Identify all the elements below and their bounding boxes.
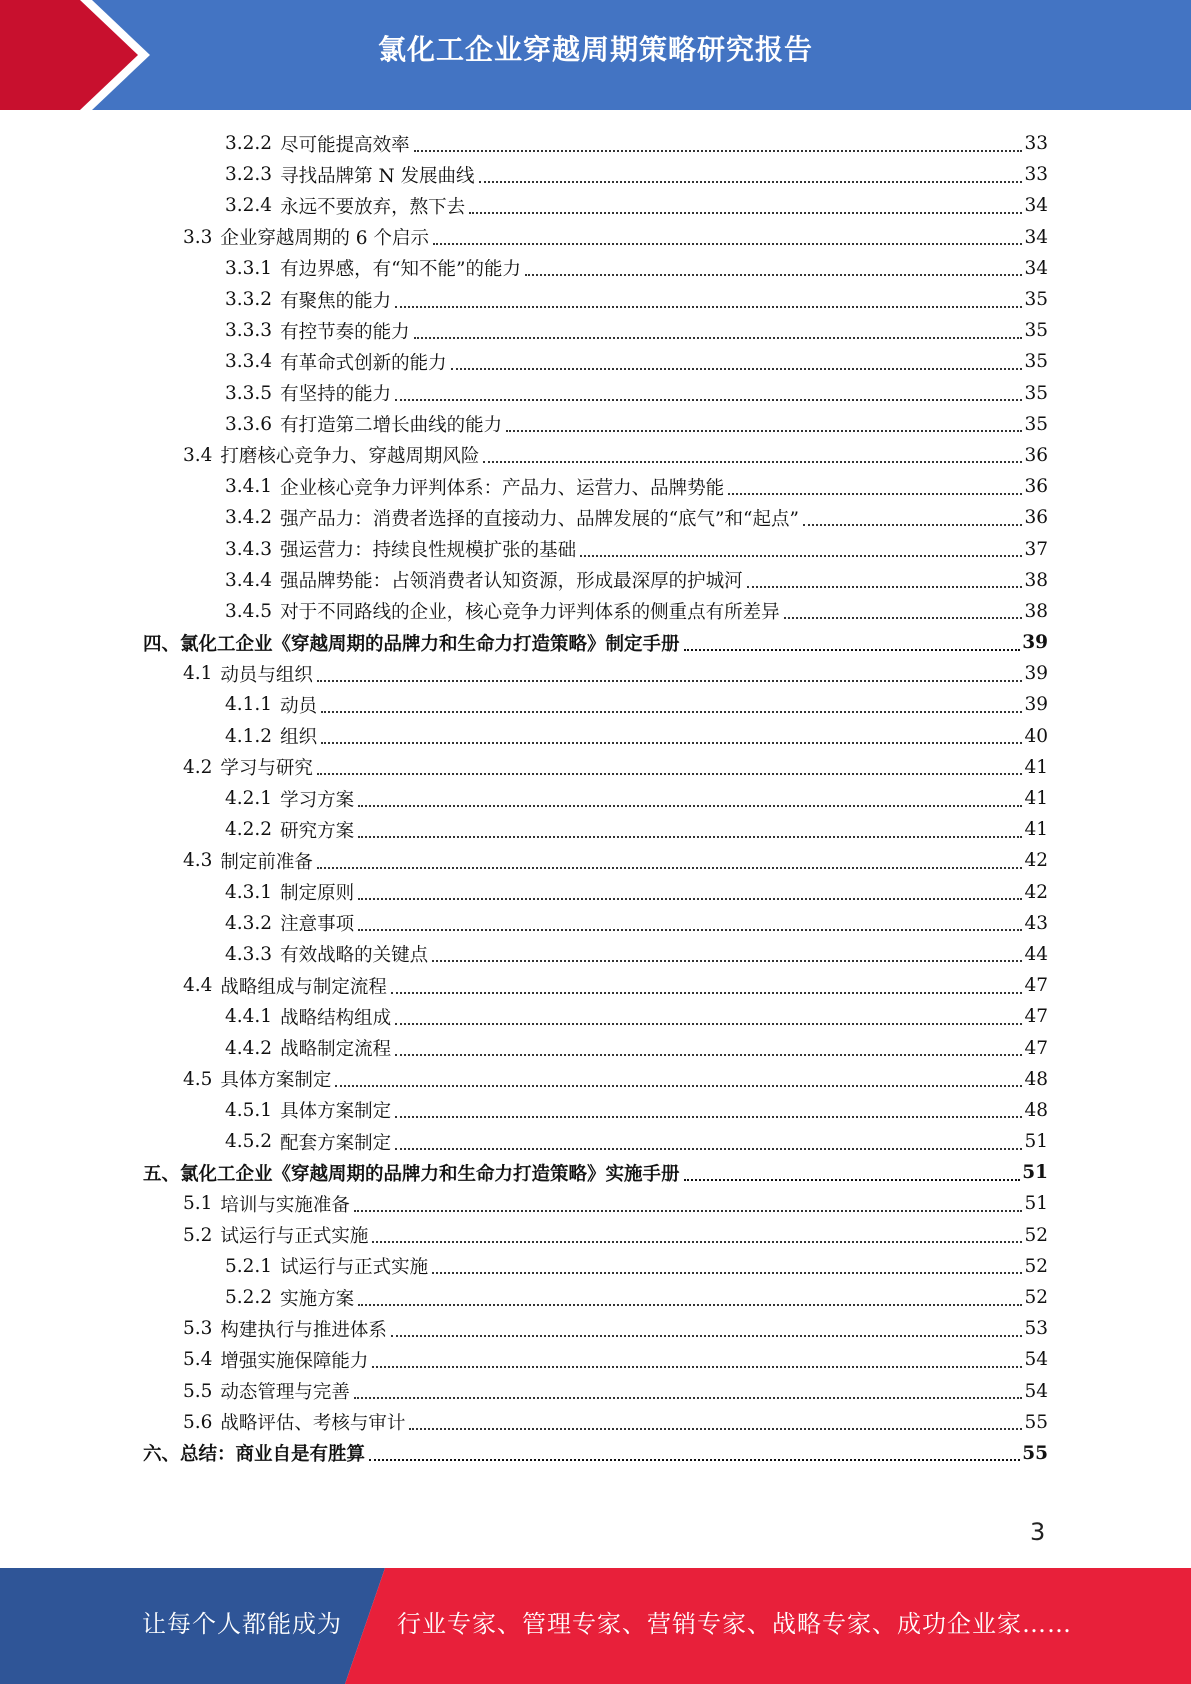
toc-entry-title: 有革命式创新的能力 — [280, 352, 447, 374]
toc-leader-dots — [479, 181, 1023, 183]
toc-entry[interactable] — [143, 1095, 1048, 1126]
toc-entry-page: 48 — [1024, 1099, 1048, 1121]
toc-entry[interactable] — [143, 908, 1048, 939]
toc-entry-title: 四、氯化工企业《穿越周期的品牌力和生命力打造策略》制定手册 — [143, 633, 680, 655]
toc-leader-dots — [391, 1335, 1023, 1337]
toc-entry[interactable] — [143, 627, 1048, 658]
toc-entry-title: 有效战略的关键点 — [280, 945, 429, 967]
toc-entry[interactable] — [143, 752, 1048, 783]
toc-entry-number: 4.1 — [183, 663, 213, 685]
toc-entry-page: 52 — [1024, 1287, 1048, 1309]
toc-entry[interactable] — [143, 1438, 1048, 1469]
toc-leader-dots — [409, 1428, 1022, 1430]
toc-entry-number: 3.4 — [183, 444, 213, 466]
toc-entry-number: 5.5 — [183, 1380, 213, 1402]
toc-entry[interactable] — [143, 1344, 1048, 1375]
toc-entry-number: 5.2.1 — [225, 1255, 273, 1277]
toc-leader-dots — [321, 711, 1022, 713]
toc-entry-page: 37 — [1024, 538, 1048, 560]
toc-entry-number: 3.3.4 — [225, 351, 273, 373]
toc-leader-dots — [391, 992, 1023, 994]
toc-entry-page: 36 — [1024, 444, 1048, 466]
toc-entry-title: 有坚持的能力 — [280, 384, 392, 406]
toc-entry-title: 企业核心竞争力评判体系：产品力、运营力、品牌势能 — [280, 477, 725, 499]
toc-entry-number: 3.4.5 — [225, 600, 273, 622]
toc-entry-page: 44 — [1024, 943, 1048, 965]
toc-leader-dots — [451, 368, 1023, 370]
toc-entry-page: 33 — [1024, 133, 1048, 155]
toc-entry[interactable] — [143, 1001, 1048, 1032]
toc-entry-title: 对于不同路线的企业，核心竞争力评判体系的侧重点有所差异 — [280, 602, 780, 624]
toc-entry-page: 41 — [1024, 756, 1048, 778]
toc-entry-number: 4.1.1 — [225, 694, 273, 716]
toc-leader-dots — [395, 1116, 1022, 1118]
toc-leader-dots — [358, 929, 1022, 931]
toc-entry[interactable] — [143, 159, 1048, 190]
toc-entry-title: 学习方案 — [280, 789, 355, 811]
toc-entry-number: 3.3 — [183, 226, 213, 248]
toc-entry-title: 打磨核心竞争力、穿越周期风险 — [220, 446, 480, 468]
toc-entry-page: 38 — [1024, 600, 1048, 622]
toc-entry[interactable] — [143, 939, 1048, 970]
page-number: 3 — [1030, 1518, 1046, 1546]
toc-leader-dots — [432, 1272, 1022, 1274]
toc-entry-number: 5.2 — [183, 1224, 213, 1246]
toc-entry-title: 强品牌势能：占领消费者认知资源，形成最深厚的护城河 — [280, 571, 743, 593]
toc-entry-number: 5.4 — [183, 1349, 213, 1371]
toc-entry-page: 40 — [1024, 725, 1048, 747]
toc-leader-dots — [432, 960, 1022, 962]
toc-entry-number: 3.3.6 — [225, 413, 273, 435]
toc-entry[interactable] — [143, 502, 1048, 533]
toc-entry-page: 34 — [1024, 257, 1048, 279]
toc-entry-number: 5.3 — [183, 1318, 213, 1340]
toc-entry-number: 4.4 — [183, 975, 213, 997]
toc-entry-page: 33 — [1024, 164, 1048, 186]
toc-leader-dots — [414, 150, 1023, 152]
toc-entry[interactable] — [143, 596, 1048, 627]
toc-leader-dots — [372, 1241, 1022, 1243]
toc-entry-title: 试运行与正式实施 — [220, 1226, 369, 1248]
toc-entry-page: 39 — [1022, 632, 1048, 654]
toc-leader-dots — [506, 430, 1022, 432]
toc-leader-dots — [358, 805, 1022, 807]
toc-entry-title: 动员 — [280, 695, 318, 717]
toc-entry[interactable] — [143, 814, 1048, 845]
toc-entry-page: 55 — [1022, 1442, 1048, 1464]
toc-entry-page: 38 — [1024, 569, 1048, 591]
toc-entry-number: 4.1.2 — [225, 725, 273, 747]
toc-entry-title: 动员与组织 — [220, 664, 313, 686]
toc-leader-dots — [354, 1397, 1023, 1399]
table-of-contents — [143, 128, 1048, 1469]
toc-entry-number: 4.4.2 — [225, 1037, 273, 1059]
toc-entry-title: 配套方案制定 — [280, 1132, 392, 1154]
toc-entry-page: 52 — [1024, 1255, 1048, 1277]
toc-entry[interactable] — [143, 222, 1048, 253]
toc-entry-page: 36 — [1024, 476, 1048, 498]
toc-entry-number: 3.2.2 — [225, 133, 273, 155]
toc-leader-dots — [372, 1366, 1022, 1368]
page-header — [0, 0, 1191, 110]
toc-leader-dots — [358, 898, 1022, 900]
toc-leader-dots — [747, 586, 1023, 588]
toc-entry-page: 35 — [1024, 413, 1048, 435]
toc-entry[interactable] — [143, 1064, 1048, 1095]
toc-entry-page: 41 — [1024, 819, 1048, 841]
toc-entry-number: 5.1 — [183, 1193, 213, 1215]
toc-entry-page: 39 — [1024, 663, 1048, 685]
toc-entry-title: 尽可能提高效率 — [280, 134, 410, 156]
toc-entry[interactable] — [143, 845, 1048, 876]
toc-entry[interactable] — [143, 565, 1048, 596]
toc-entry-number: 4.5.1 — [225, 1099, 273, 1121]
toc-leader-dots — [395, 1148, 1022, 1150]
toc-entry-page: 35 — [1024, 351, 1048, 373]
toc-entry-title: 有聚焦的能力 — [280, 290, 392, 312]
toc-entry-number: 5.2.2 — [225, 1287, 273, 1309]
toc-entry-title: 动态管理与完善 — [220, 1382, 350, 1404]
toc-entry-page: 42 — [1024, 881, 1048, 903]
toc-entry[interactable] — [143, 190, 1048, 221]
toc-entry[interactable] — [143, 1157, 1048, 1188]
toc-entry-number: 3.2.4 — [225, 195, 273, 217]
toc-entry-page: 47 — [1024, 1006, 1048, 1028]
toc-entry-page: 55 — [1024, 1411, 1048, 1433]
toc-entry-page: 51 — [1024, 1131, 1048, 1153]
toc-entry[interactable] — [143, 471, 1048, 502]
toc-leader-dots — [684, 649, 1021, 651]
toc-entry[interactable] — [143, 1126, 1048, 1157]
toc-leader-dots — [369, 1459, 1020, 1461]
toc-entry-title: 强产品力：消费者选择的直接动力、品牌发展的“底气”和“起点” — [280, 508, 799, 530]
toc-entry-title: 构建执行与推进体系 — [220, 1319, 387, 1341]
page-footer — [0, 1568, 1191, 1684]
toc-leader-dots — [803, 524, 1023, 526]
toc-entry-number: 4.5.2 — [225, 1131, 273, 1153]
toc-entry-title: 具体方案制定 — [280, 1101, 392, 1123]
toc-entry-page: 39 — [1024, 694, 1048, 716]
toc-entry-page: 36 — [1024, 507, 1048, 529]
toc-entry[interactable] — [143, 1032, 1048, 1063]
toc-leader-dots — [317, 867, 1023, 869]
toc-entry[interactable] — [143, 1251, 1048, 1282]
toc-entry-title: 有打造第二增长曲线的能力 — [280, 415, 503, 437]
toc-entry-title: 战略结构组成 — [280, 1007, 392, 1029]
toc-entry-number: 4.4.1 — [225, 1006, 273, 1028]
toc-entry-page: 53 — [1024, 1318, 1048, 1340]
toc-leader-dots — [433, 243, 1022, 245]
toc-entry-number: 4.2.1 — [225, 788, 273, 810]
toc-entry-number: 3.3.1 — [225, 257, 273, 279]
toc-entry-title: 战略制定流程 — [280, 1039, 392, 1061]
toc-entry[interactable] — [143, 440, 1048, 471]
toc-entry-page: 54 — [1024, 1380, 1048, 1402]
toc-entry[interactable] — [143, 721, 1048, 752]
footer-slogan-left: 让每个人都能成为 — [142, 1610, 342, 1638]
toc-entry-title: 制定前准备 — [220, 851, 313, 873]
toc-entry-page: 54 — [1024, 1349, 1048, 1371]
toc-entry-title: 战略组成与制定流程 — [220, 976, 387, 998]
toc-leader-dots — [354, 1210, 1023, 1212]
toc-entry-title: 六、总结：商业自是有胜算 — [143, 1444, 366, 1466]
toc-entry[interactable] — [143, 1188, 1048, 1219]
toc-entry-number: 4.3.1 — [225, 881, 273, 903]
toc-entry[interactable] — [143, 253, 1048, 284]
toc-entry-page: 51 — [1024, 1193, 1048, 1215]
toc-entry[interactable] — [143, 658, 1048, 689]
toc-entry-number: 4.5 — [183, 1068, 213, 1090]
toc-leader-dots — [317, 773, 1023, 775]
toc-leader-dots — [684, 1179, 1021, 1181]
toc-entry-number: 3.4.2 — [225, 507, 273, 529]
toc-entry[interactable] — [143, 970, 1048, 1001]
toc-entry-number: 4.2 — [183, 756, 213, 778]
toc-leader-dots — [483, 461, 1022, 463]
toc-entry-title: 五、氯化工企业《穿越周期的品牌力和生命力打造策略》实施手册 — [143, 1163, 680, 1185]
toc-entry[interactable] — [143, 783, 1048, 814]
toc-entry-title: 增强实施保障能力 — [220, 1350, 369, 1372]
toc-entry-page: 47 — [1024, 975, 1048, 997]
toc-entry-title: 有控节奏的能力 — [280, 321, 410, 343]
toc-entry[interactable] — [143, 409, 1048, 440]
toc-entry-number: 3.4.1 — [225, 476, 273, 498]
toc-entry-page: 48 — [1024, 1068, 1048, 1090]
toc-entry-number: 4.2.2 — [225, 819, 273, 841]
toc-leader-dots — [358, 1304, 1022, 1306]
toc-entry-page: 52 — [1024, 1224, 1048, 1246]
toc-leader-dots — [580, 555, 1022, 557]
toc-leader-dots — [395, 1054, 1022, 1056]
toc-entry-page: 42 — [1024, 850, 1048, 872]
toc-entry-number: 3.2.3 — [225, 164, 273, 186]
toc-entry-page: 43 — [1024, 912, 1048, 934]
toc-leader-dots — [317, 680, 1023, 682]
toc-entry[interactable] — [143, 1220, 1048, 1251]
toc-entry-page: 41 — [1024, 788, 1048, 810]
toc-leader-dots — [335, 1085, 1022, 1087]
toc-entry-title: 学习与研究 — [220, 758, 313, 780]
header-title: 氯化工企业穿越周期策略研究报告 — [377, 33, 813, 66]
toc-entry-number: 4.3 — [183, 850, 213, 872]
toc-entry-number: 3.3.5 — [225, 382, 273, 404]
toc-leader-dots — [358, 836, 1022, 838]
toc-leader-dots — [395, 1023, 1022, 1025]
toc-entry-title: 实施方案 — [280, 1288, 355, 1310]
toc-entry-title: 永远不要放弃，熬下去 — [280, 196, 466, 218]
toc-entry-title: 具体方案制定 — [220, 1070, 332, 1092]
toc-leader-dots — [525, 274, 1022, 276]
toc-entry-number: 4.3.3 — [225, 943, 273, 965]
toc-entry[interactable] — [143, 1282, 1048, 1313]
toc-entry-page: 34 — [1024, 226, 1048, 248]
toc-entry[interactable] — [143, 1407, 1048, 1438]
toc-leader-dots — [728, 493, 1022, 495]
toc-entry-title: 有边界感，有“知不能”的能力 — [280, 259, 521, 281]
toc-entry-number: 3.4.3 — [225, 538, 273, 560]
toc-entry-page: 34 — [1024, 195, 1048, 217]
toc-entry-number: 3.3.2 — [225, 289, 273, 311]
toc-entry[interactable] — [143, 1376, 1048, 1407]
toc-entry-title: 战略评估、考核与审计 — [220, 1413, 406, 1435]
toc-entry-number: 3.3.3 — [225, 320, 273, 342]
toc-leader-dots — [321, 742, 1022, 744]
toc-entry[interactable] — [143, 315, 1048, 346]
toc-entry-page: 35 — [1024, 320, 1048, 342]
toc-entry-title: 强运营力：持续良性规模扩张的基础 — [280, 540, 577, 562]
toc-entry[interactable] — [143, 378, 1048, 409]
toc-entry-title: 制定原则 — [280, 883, 355, 905]
toc-entry[interactable] — [143, 1313, 1048, 1344]
toc-entry[interactable] — [143, 346, 1048, 377]
toc-entry[interactable] — [143, 533, 1048, 564]
toc-entry-number: 5.6 — [183, 1411, 213, 1433]
toc-entry-title: 注意事项 — [280, 914, 355, 936]
toc-leader-dots — [469, 212, 1022, 214]
toc-entry-page: 35 — [1024, 289, 1048, 311]
toc-entry-title: 企业穿越周期的 6 个启示 — [220, 228, 429, 250]
toc-entry[interactable] — [143, 689, 1048, 720]
toc-entry-number: 3.4.4 — [225, 569, 273, 591]
toc-entry-page: 51 — [1022, 1162, 1048, 1184]
footer-slogan-right: 行业专家、管理专家、营销专家、战略专家、成功企业家…… — [397, 1610, 1072, 1638]
toc-entry-title: 组织 — [280, 727, 318, 749]
toc-entry-title: 试运行与正式实施 — [280, 1257, 429, 1279]
toc-entry-number: 4.3.2 — [225, 912, 273, 934]
toc-entry[interactable] — [143, 284, 1048, 315]
toc-entry-page: 47 — [1024, 1037, 1048, 1059]
toc-entry-title: 研究方案 — [280, 820, 355, 842]
toc-leader-dots — [395, 399, 1022, 401]
toc-leader-dots — [395, 306, 1022, 308]
toc-leader-dots — [414, 337, 1023, 339]
toc-entry[interactable] — [143, 128, 1048, 159]
toc-entry[interactable] — [143, 877, 1048, 908]
toc-entry-title: 培训与实施准备 — [220, 1194, 350, 1216]
toc-leader-dots — [784, 617, 1023, 619]
toc-entry-page: 35 — [1024, 382, 1048, 404]
toc-entry-title: 寻找品牌第 N 发展曲线 — [280, 165, 475, 187]
